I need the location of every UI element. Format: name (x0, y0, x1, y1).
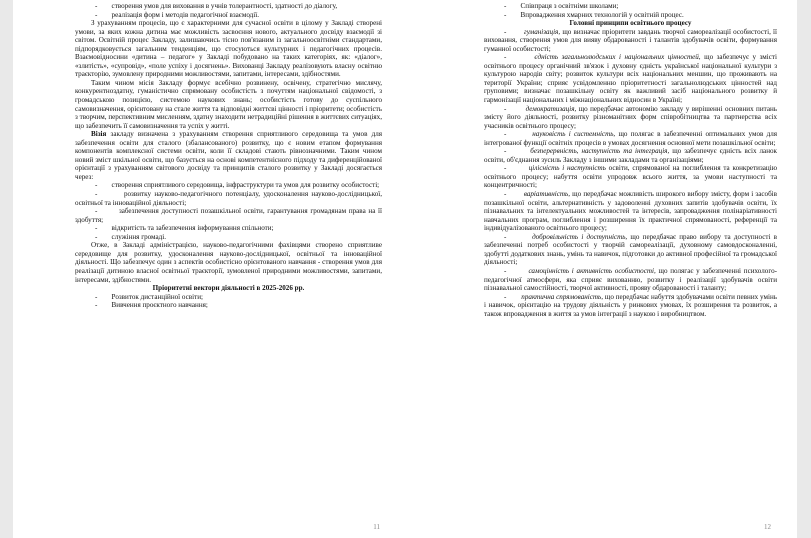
bullet-item (484, 293, 777, 319)
lead-term: самоцінність і активність особистості, (528, 266, 656, 275)
paragraph-text: закладу визначена з урахуванням створення сприятливого середовища та умов для забезпечення освіти для сталого (збалансованого) розвитку, що є новим етапом формування компонентів комплексної системи освіти, коли її складові стають рівнозначними. Таким чином новий зміст шкільної освіти, що базується на основі компетентнісного підходу та диференційованої орієнтації з урахуванням світового досвіду та принципів сталого розвитку у Закладі досягається через: (75, 130, 382, 181)
bullet-item (75, 207, 382, 224)
lead-term: гуманізація, (523, 27, 561, 36)
paragraph (75, 130, 382, 181)
bullet-dash: - (504, 53, 535, 62)
paragraph-text: що передбачає автономію закладу у вирішенні основних питань змісту його діяльності, розвитку різноманітних форм співробітництва та партнерства всіх учасників освітнього процесу; (484, 104, 777, 130)
page-number: 12 (764, 523, 771, 531)
lead-term: науковість і системність, (532, 130, 616, 139)
bullet-item (75, 181, 382, 190)
paragraph-text: Отже, в Закладі адміністрацією, науково-педагогічними фахівцями створено сприятливе середовище для розвитку, удосконалення науково-дослідницької, освітньої та інноваційної діяльності. Що забезпечує один з аспектів особистісно орієнтованого навчання - створення умов для реалізації дитиною власної освітньої траєкторії, зумовленої природними можливостями, запитами, інтересами, здібностями. (75, 241, 382, 284)
bullet-dash: - (504, 292, 522, 301)
paragraph (75, 79, 382, 130)
bullet-item (75, 2, 382, 11)
paragraph-text: - створення умов для виховання в учнів толерантності, здатності до діалогу, (95, 2, 338, 10)
lead-term: Візія (91, 130, 107, 139)
bullet-item (484, 53, 777, 104)
paragraph-text: - забезпечення доступності позашкільної освіти, гарантування громадянам права на її здобуття; (75, 207, 382, 224)
bullet-item (484, 130, 777, 147)
lead-term: варіативність, (523, 190, 570, 199)
paragraph-text: що передбачає право вибору та доступності в забезпеченні потреб особистості у творчій самореалізації, духовному самовдосконаленні, здобутті додаткових знань, умінь та навичок, підготовки до активної професійної та громадської діяльності; (484, 232, 777, 267)
paragraph-text: Таким чином місія Закладу формує всебічно розвинену, освічену, стратегічно мислячу, конкурентноздатну, гуманістично спрямовану особистість з почуттям національної свідомості, з громадською позицією, системою наукових знань; особистість готову до суспільного самовизначення, орієнтовану на стале життя та відповідні життєві цінності і пріоритети; особистість з творчим, перспективним мисленням, здатну знаходити нетрадиційні рішення в життєвих ситуаціях, що забезпечить її самовизначення та успіх у житті. (75, 78, 382, 130)
page-body (75, 2, 382, 310)
paragraph-text: що полягає в забезпеченні оптимальних умов для інтегрованої функції освітніх процесів в умовах досягнення основної мети позашкільної освіти; (484, 130, 777, 147)
paragraph-text: що забезпечує єдність всіх ланок освіти, об'єднання зусиль Закладу з іншими закладами та організаціями; (484, 147, 777, 164)
lead-term: єдність загальнолюдських і національних цінностей, (534, 53, 701, 62)
bullet-item (484, 147, 777, 164)
paragraph (75, 19, 382, 79)
paragraph-text: що передбачає набуття здобувачами освіти певних умінь і навичок, орієнтацію на трудову діяльність у ринкових умовах, їх розширення та розвиток, а також впровадження в життя за умов інтеграції з наукою і виробництвом. (484, 292, 777, 318)
bullet-dash: - (504, 266, 529, 275)
bullet-item (484, 28, 777, 54)
bullet-dash: - (504, 190, 524, 199)
page-body (484, 2, 777, 318)
paragraph-text: - відкритість та забезпечення інформування спільноти; (95, 224, 274, 233)
lead-term: практична спрямованість, (521, 292, 604, 301)
paragraph-text: що полягає у забезпеченні психолого-педагогічної атмосфери, яка сприяє вихованню, розвитку і реалізації здобувачів освіти пізнавальної самостійності, творчої активності, прояву обдарованості і таланту; (484, 266, 777, 293)
paragraph-text: - створення сприятливого середовища, інфраструктури та умов для розвитку особистості; (95, 181, 380, 190)
lead-term: безперервність, наступність та інтеграція, (530, 147, 670, 156)
paragraph-text: що забезпечує у змісті освітнього процесу органічний зв'язок і духовну єдність української національної культури з культурою народів світу; розвиток культури всіх національних меншин, що проживають на території України; сприяє усвідомленню пріоритетності загальнолюдських цінностей над груповими; визначає позашкільну освіту як важливий засіб національного розвитку й гармонізації національних і міжнаціональних відносин в Україні; (484, 53, 777, 105)
bullet-item (75, 301, 382, 310)
paragraph (75, 241, 382, 284)
lead-term: цілісність і наступність (528, 164, 606, 173)
page-number: 11 (373, 523, 380, 531)
paragraph-text: що визначає пріоритети завдань творчої самореалізації особистості, її виховання, створення умов для вияву обдарованості і талантів здобувачів освіти, формування гуманної особистості; (484, 27, 777, 53)
bullet-item (484, 105, 777, 131)
paragraph-text: Головні принципи освітнього процесу (569, 19, 692, 28)
section-heading (484, 19, 777, 28)
section-heading (75, 284, 382, 293)
paragraph-text: - Співпраця з освітніми школами; (504, 2, 619, 10)
paragraph-text: - служіння громаді. (95, 232, 167, 241)
bullet-item (75, 224, 382, 233)
paragraph-text: - Впровадження хмарних технологій у освітній процес. (504, 10, 684, 19)
bullet-dash: - (504, 147, 531, 156)
bullet-dash: - (504, 130, 533, 139)
paragraph-text: - реалізація форм і методів педагогічної взаємодії. (95, 10, 260, 19)
bullet-item (75, 293, 382, 302)
paragraph-text: - розвитку науково-педагогічного потенціалу, удосконалення науково-дослідницької, освітньої та інноваційної діяльності; (75, 190, 382, 207)
bullet-item (75, 11, 382, 20)
bullet-dash: - (504, 232, 533, 241)
paragraph-text: - Розвиток дистанційної освіти; (95, 292, 203, 301)
paragraph-text: освіти, спрямованої на поглиблення та конкретизацію освітнього процесу; набуття освіти упродовж всього життя, за умови наступності та концентричності; (484, 164, 777, 190)
paragraph-text: З урахуванням процесів, що є характерними для сучасної освіти в цілому у Закладі створені умови, за яких кожна дитина має можливість засвоєння нового, актуального досвіду взаємодії зі світом. Освітній процес Закладу, залишаючись тісно пов'язаним із загальноосвітніми стандартами, підпорядковується загальним тенденціям, що стосуються культурних і педагогічних процесів. Взаємовідносини «дитина – педагог» у Закладі побудовано на таких категоріях, як: «діалог», «злитість», «супровід», «поле успіху і досягнень». Вихованці Закладу реалізовують власну освітню траєкторію, зумовлену природними можливостями, запитами, інтересами, здібностями. (75, 19, 382, 79)
document-page-11 (13, 0, 406, 538)
bullet-item (75, 190, 382, 207)
bullet-item (484, 233, 777, 267)
bullet-item (484, 2, 777, 11)
paragraph-text: Пріоритетні вектори діяльності в 2025-2026 рр. (152, 284, 305, 293)
lead-term: добровільність і доступність, (532, 232, 628, 241)
bullet-item (484, 11, 777, 20)
document-page-12 (404, 0, 797, 538)
bullet-item (484, 190, 777, 233)
paragraph-text: - Вивчення проєктного навчання; (95, 301, 208, 310)
lead-term: демократизація, (525, 104, 577, 113)
bullet-dash: - (504, 164, 529, 173)
bullet-item (75, 233, 382, 242)
bullet-dash: - (504, 27, 524, 36)
paragraph-text: що передбачає можливість широкого вибору змісту, форм і засобів позашкільної освіти, альтернативність у задоволенні духовних запитів здобувачів освіти, їх пізнавальних та інтелектуальних можливостей та інтересів, запровадження полінаріативності навчальних програм, поглиблення і розширення їх практичної спрямованості, референції та індивідуалізованого освітнього процесу; (484, 190, 777, 233)
bullet-item (484, 267, 777, 293)
bullet-dash: - (504, 104, 526, 113)
bullet-item (484, 164, 777, 190)
